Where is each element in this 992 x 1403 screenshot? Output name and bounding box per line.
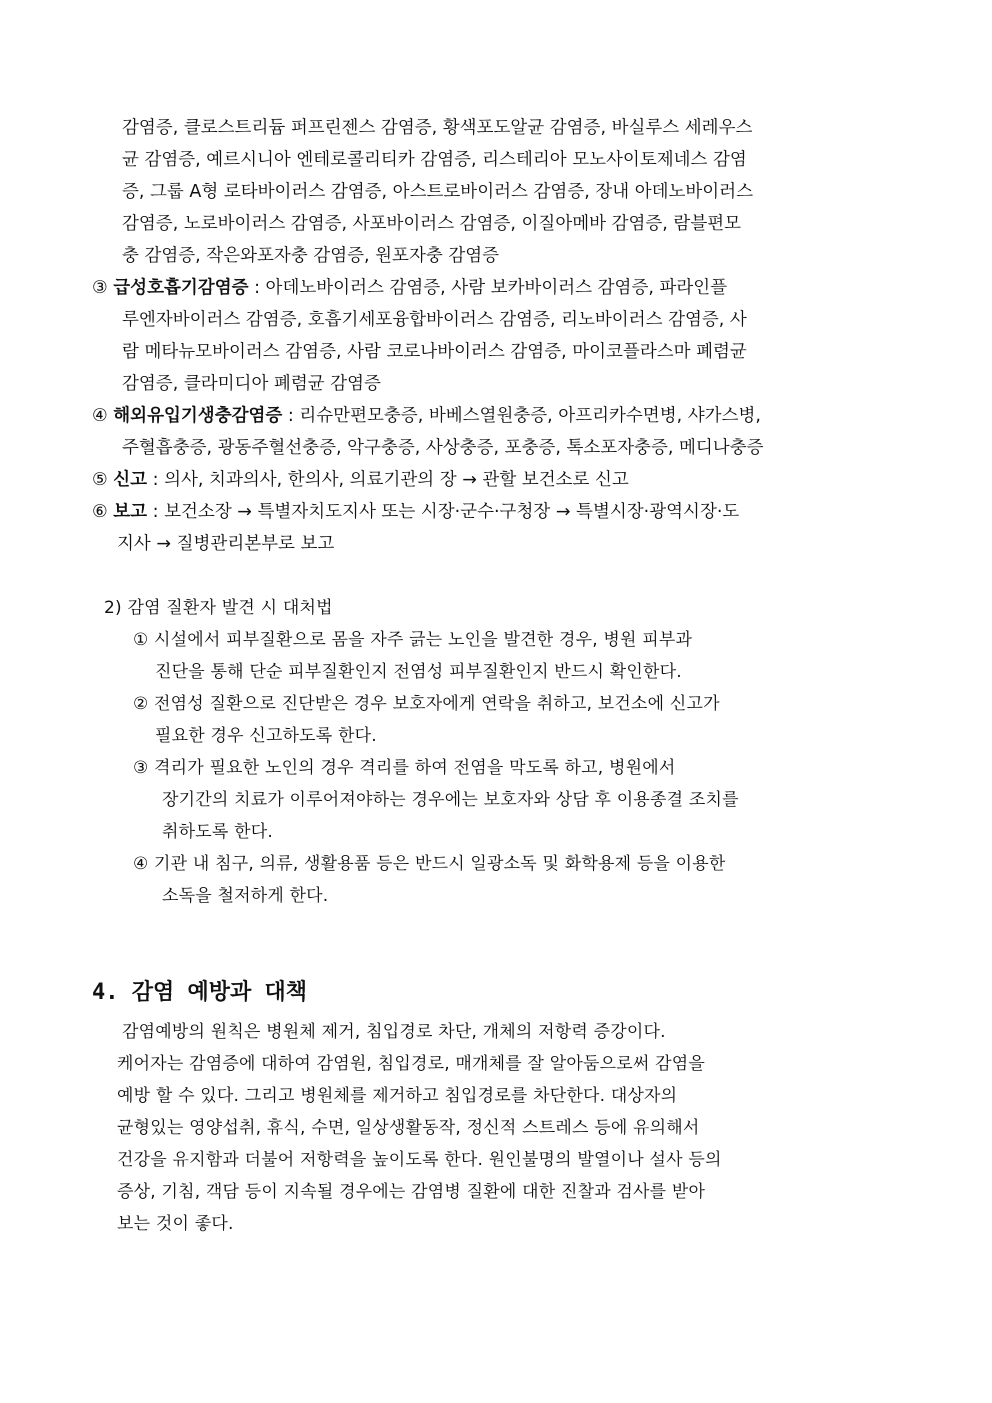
section4-line-1: 감염예방의 원칙은 병원체 제거, 침입경로 차단, 개체의 저항력 증강이다. [122,1022,666,1042]
item5-label: 신고 [113,470,148,490]
item4-label: 해외유입기생충감염증 [113,406,283,426]
item3-label: 급성호흡기감염증 [113,278,249,298]
section2-item3-line2: 장기간의 치료가 이루어져야하는 경우에는 보호자와 상담 후 이용종결 조치를 [162,790,739,810]
section2-item4-line2: 소독을 철저하게 한다. [162,886,329,906]
item4-line-2: 주혈흡충증, 광동주혈선충증, 악구충증, 사상충증, 포충증, 톡소포자충증, 메디나충증 [122,438,764,458]
section2-item2-line1: ② 전염성 질환으로 진단받은 경우 보호자에게 연락을 취하고, 보건소에 신고가 [133,694,720,714]
item3-line-4: 감염증, 클라미디아 폐렴균 감염증 [122,374,381,394]
section2-item4-line1: ④ 기관 내 침구, 의류, 생활용품 등은 반드시 일광소독 및 화학용제 등을 이용한 [133,854,726,874]
section4-line-3: 예방 할 수 있다. 그리고 병원체를 제거하고 침입경로를 차단한다. 대상자의 [117,1086,678,1106]
section4-heading: 4. 감염 예방과 대책 [92,980,307,1005]
item4-text: : 리슈만편모충증, 바베스열원충증, 아프리카수면병, 샤가스병, [282,406,761,426]
item6-line-2: 지사 → 질병관리본부로 보고 [117,534,335,554]
item6-text: : 보건소장 → 특별자치도지사 또는 시장·군수·구청장 → 특별시장·광역시장·도 [147,502,740,522]
item3-line-3: 람 메타뉴모바이러스 감염증, 사람 코로나바이러스 감염증, 마이코플라스마 폐렴균 [122,342,747,362]
section2-item1-line2: 진단을 통해 단순 피부질환인지 전염성 피부질환인지 반드시 확인한다. [155,662,682,682]
item4-marker: ④ [92,406,108,426]
section4-line-2: 케어자는 감염증에 대하여 감염원, 침입경로, 매개체를 잘 알아둠으로써 감염을 [117,1054,705,1074]
item3-first-line [92,272,727,304]
section2-item1-line1: ① 시설에서 피부질환으로 몸을 자주 긁는 노인을 발견한 경우, 병원 피부과 [133,630,693,650]
item5-line [92,464,629,496]
sec3-cont-line-2: 균 감염증, 예르시니아 엔테로콜리티카 감염증, 리스테리아 모노사이토제네스 감염 [122,150,747,170]
item3-marker: ③ [92,278,108,298]
item3-text: : 아데노바이러스 감염증, 사람 보카바이러스 감염증, 파라인플 [248,278,728,298]
sec3-cont-line-5: 충 감염증, 작은와포자충 감염증, 원포자충 감염증 [122,246,500,266]
section4-line-7: 보는 것이 좋다. [117,1214,234,1234]
item4-first-line [92,400,761,432]
section4-line-6: 증상, 기침, 객담 등이 지속될 경우에는 감염병 질환에 대한 진찰과 검사를 받아 [117,1182,706,1202]
section2-item3-line3: 취하도록 한다. [162,822,273,842]
item3-line-2: 루엔자바이러스 감염증, 호흡기세포융합바이러스 감염증, 리노바이러스 감염증, 사 [122,310,747,330]
section2-item2-line2: 필요한 경우 신고하도록 한다. [155,726,377,746]
section2-heading: 2) 감염 질환자 발견 시 대처법 [104,598,333,618]
sec3-cont-line-3: 증, 그룹 A형 로타바이러스 감염증, 아스트로바이러스 감염증, 장내 아데노바이러스 [122,182,754,202]
section2-item3-line1: ③ 격리가 필요한 노인의 경우 격리를 하여 전염을 막도록 하고, 병원에서 [133,758,676,778]
item5-marker: ⑤ [92,470,108,490]
sec3-cont-line-4: 감염증, 노로바이러스 감염증, 사포바이러스 감염증, 이질아메바 감염증, 람블편모 [122,214,742,234]
item6-marker: ⑥ [92,502,108,522]
section4-line-4: 균형있는 영양섭취, 휴식, 수면, 일상생활동작, 정신적 스트레스 등에 유의해서 [117,1118,700,1138]
sec3-cont-line-1: 감염증, 클로스트리듐 퍼프린젠스 감염증, 황색포도알균 감염증, 바실루스 세레우스 [122,118,753,138]
item5-text: : 의사, 치과의사, 한의사, 의료기관의 장 → 관할 보건소로 신고 [147,470,629,490]
item6-label: 보고 [113,502,148,522]
section4-line-5: 건강을 유지함과 더불어 저항력을 높이도록 한다. 원인불명의 발열이나 설사 등의 [117,1150,722,1170]
item6-first-line [92,496,739,528]
